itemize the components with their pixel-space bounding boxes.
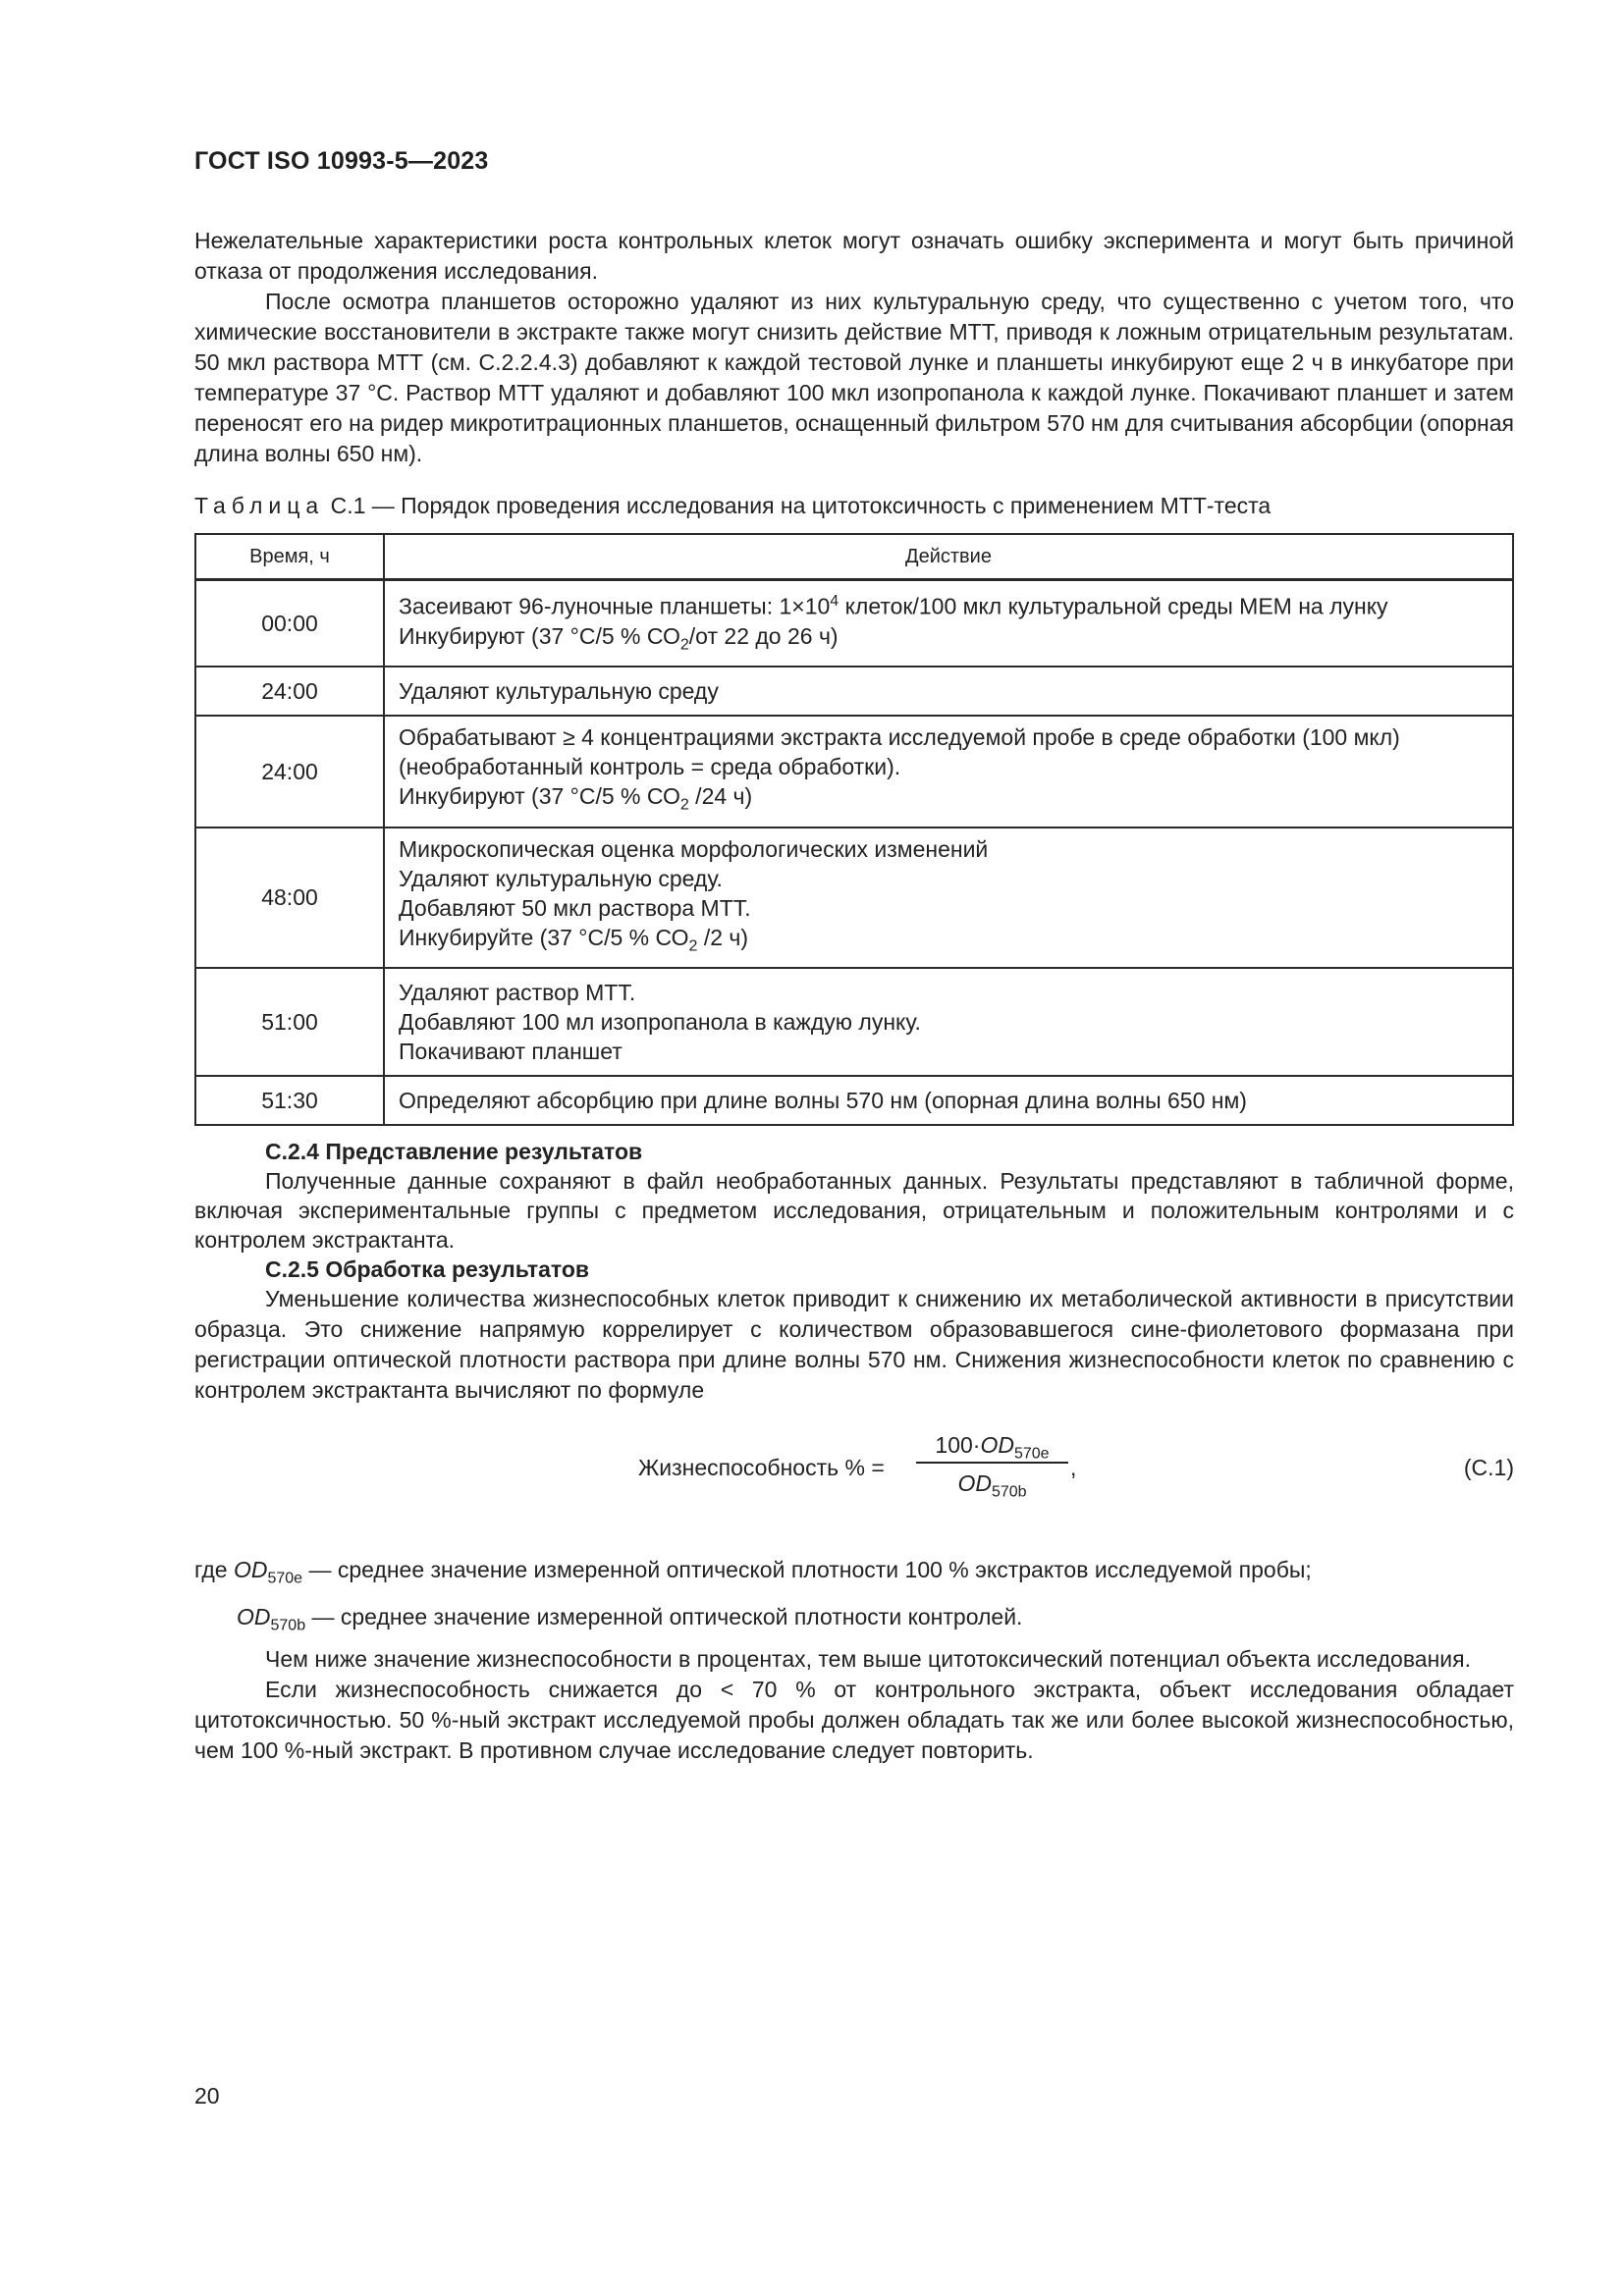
action-cell: Засеивают 96-луночные планшеты: $1\times 10^4$ клеток/100 мкл культуральной среды МЕМ на лунку Инкубируют (37 °С/5 % $СО_2/от$ 22 до 26 ч) — [384, 580, 1513, 667]
procedure-table — [194, 533, 1514, 1126]
table-row — [195, 968, 1513, 1076]
table-header-row — [195, 534, 1513, 580]
formula-label: Жизнеспособность % = — [638, 1455, 885, 1480]
action-cell: Определяют абсорбцию при длине волны 570 нм (опорная длина волны 650 нм) — [384, 1076, 1513, 1125]
table-row — [195, 1076, 1513, 1125]
column-header-action: Действие — [384, 534, 1513, 580]
column-header-time: Время, ч — [195, 534, 384, 580]
paragraph: Нежелательные характеристики роста контрольных клеток могут означать ошибку эксперимента и могут быть причиной отказа от продолжения исследования. — [194, 228, 1514, 284]
time-cell: 51:30 — [195, 1076, 384, 1125]
paragraph: Полученные данные сохраняют в файл необработанных данных. Результаты представляют в табличной форме, включая экспериментальные группы с предметом исследования, отрицательным и положительным контролями и с контролем экстрактанта. — [194, 1168, 1514, 1253]
table-caption-label: Таблица — [194, 493, 325, 518]
formula-numerator: $100\cdot OD_{570e}$ — [935, 1432, 1050, 1463]
table-row — [195, 828, 1513, 969]
paragraph: Если жизнеспособность снижается до < 70 % от контрольного экстракта, объект исследования обладает цитотоксичностью. 50 %-ный экстракт исследуемой пробы должен обладать так же или более высокой жизнеспособностью, чем 100 %-ный экстракт. В противном случае исследование следует повторить. — [194, 1677, 1514, 1763]
action-cell: Микроскопическая оценка морфологических изменений Удаляют культуральную среду. Добавляют 50 мкл раствора МТТ. Инкубируйте (37 °С/5 % $СО_2$ /2 ч) — [384, 828, 1513, 969]
viability-formula — [194, 1428, 1514, 1507]
formula-legend — [194, 1551, 1514, 1644]
section-heading: С.2.5 Обработка результатов — [265, 1256, 590, 1282]
table-row — [195, 716, 1513, 828]
paragraph: Уменьшение количества жизнеспособных клеток приводит к снижению их метаболической активности в присутствии образца. Это снижение напрямую коррелирует с количеством образовавшегося сине-фиолетового формазана при регистрации оптической плотности раствора при длине волны 570 нм. Снижения жизнеспособности клеток по сравнению с контролем экстрактанта вычисляют по формуле — [194, 1286, 1514, 1403]
formula-denominator: $OD_{570b}$ — [957, 1470, 1027, 1501]
action-cell: Удаляют раствор МТТ. Добавляют 100 мл изопропанола в каждую лунку. Покачивают планшет — [384, 968, 1513, 1076]
intro-text — [194, 226, 1514, 469]
formula-fraction — [916, 1428, 1068, 1503]
action-cell: Обрабатывают ≥ 4 концентрациями экстракта исследуемой пробе в среде обработки (100 мкл) (необработанный контроль = среда обработки). Инкубируют (37 °С/5 % $СО_2$ /24 ч) — [384, 716, 1513, 828]
time-cell: 24:00 — [195, 667, 384, 716]
table-caption-text: С.1 — Порядок проведения исследования на цитотоксичность с применением МТТ-теста — [330, 493, 1272, 518]
results-section — [194, 1137, 1514, 1406]
table-row — [195, 580, 1513, 667]
formula-comma: , — [1070, 1455, 1077, 1480]
section-heading: С.2.4 Представление результатов — [265, 1139, 643, 1164]
paragraph: После осмотра планшетов осторожно удаляют из них культуральную среду, что существенно с учетом того, что химические восстановители в экстракте также могут снизить действие МТТ, приводя к ложным отрицательным результатам. 50 мкл раствора МТТ (см. С.2.2.4.3) добавляют к каждой тестовой лунке и планшеты инкубируют еще 2 ч в инкубаторе при температуре 37 °С. Раствор МТТ удаляют и добавляют 100 мкл изопропанола к каждой лунке. Покачивают планшет и затем переносят его на ридер микротитрационных планшетов, оснащенный фильтром 570 нм для считывания абсорбции (опорная длина волны 650 нм). — [194, 289, 1514, 466]
page-number: 20 — [194, 2083, 220, 2109]
legend-item: где $OD_{570e}$ — среднее значение измеренной оптической плотности 100 % экстрактов исследуемой пробы; — [194, 1557, 1312, 1587]
time-cell: 51:00 — [195, 968, 384, 1076]
legend-item: $OD_{570b}$ — среднее значение измеренной оптической плотности контролей. — [237, 1603, 1023, 1634]
document-header: ГОСТ ISO 10993-5—2023 — [194, 147, 489, 175]
time-cell: 48:00 — [195, 828, 384, 969]
paragraph: Чем ниже значение жизнеспособности в процентах, тем выше цитотоксический потенциал объекта исследования. — [265, 1646, 1471, 1672]
time-cell: 24:00 — [195, 716, 384, 828]
action-cell: Удаляют культуральную среду — [384, 667, 1513, 716]
table-caption — [194, 491, 1271, 520]
equation-number: (С.1) — [1463, 1455, 1514, 1480]
conclusion-text — [194, 1644, 1514, 1766]
table-row — [195, 667, 1513, 716]
time-cell: 00:00 — [195, 580, 384, 667]
